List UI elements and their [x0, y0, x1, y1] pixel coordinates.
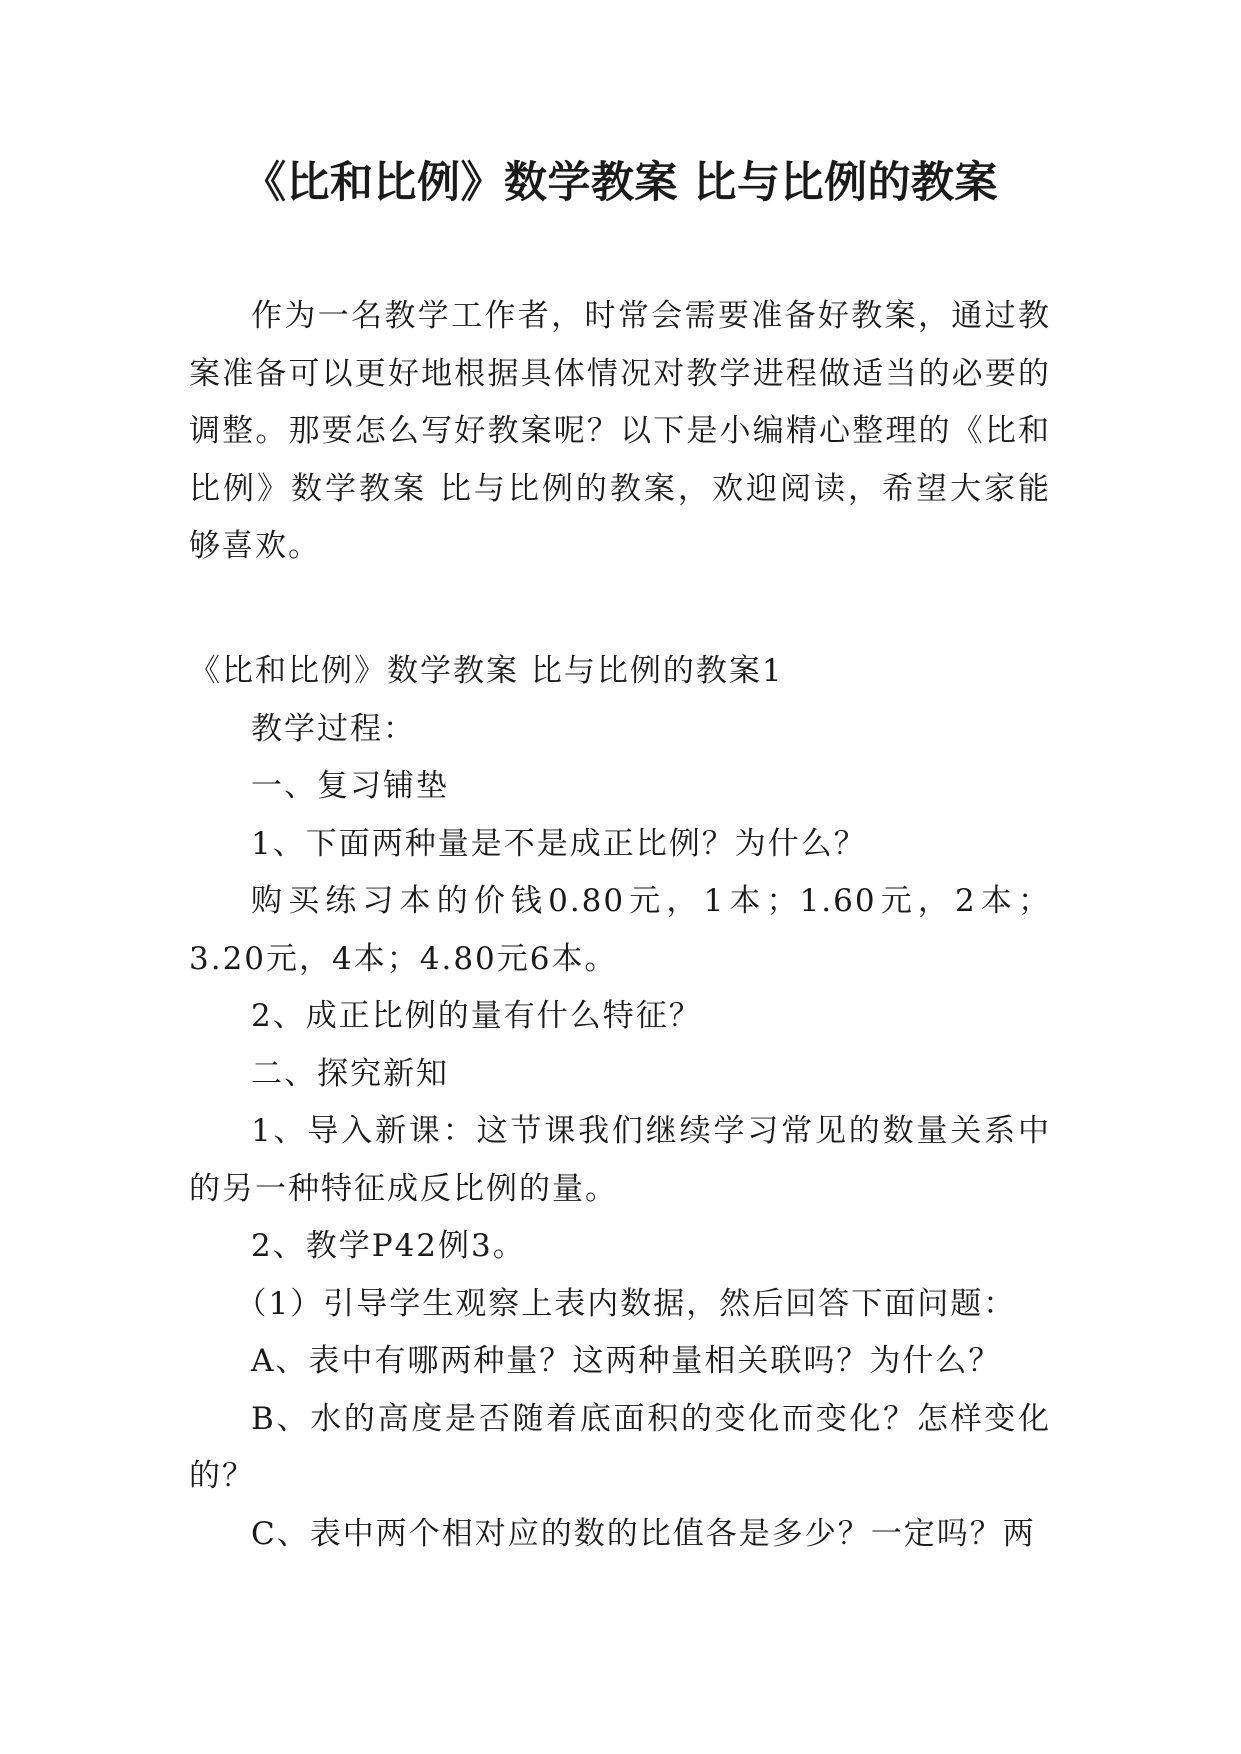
paragraph: 2、教学P42例3。: [251, 1228, 526, 1264]
intro-block: [189, 288, 1051, 576]
document-title: 《比和比例》数学教案 比与比例的教案: [243, 158, 998, 208]
paragraph: 二、探究新知: [251, 1055, 449, 1092]
paragraph: （1）引导学生观察上表内数据，然后回答下面问题：: [235, 1285, 1017, 1322]
paragraph: 教学过程：: [251, 710, 416, 747]
paragraph: 1、下面两种量是不是成正比例？为什么？: [251, 825, 867, 862]
paragraph: 一、复习铺垫: [251, 768, 449, 804]
section-heading: 《比和比例》数学教案 比与比例的教案1: [189, 653, 784, 689]
paragraph: B、水的高度是否随着底面积的变化而变化？怎样变化的？: [189, 1400, 1051, 1494]
paragraph: 1、导入新课：这节课我们继续学习常见的数量关系中的另一种特征成反比例的量。: [189, 1113, 1051, 1207]
paragraph: 购买练习本的价钱0.80元，1本；1.60元，2本；3.20元，4本；4.80元6本。: [189, 883, 1051, 977]
lesson-section: [189, 643, 1051, 1563]
paragraph: A、表中有哪两种量？这两种量相关联吗？为什么？: [251, 1343, 1002, 1379]
paragraph: C、表中两个相对应的数的比值各是多少？一定吗？两: [251, 1515, 1036, 1552]
intro-paragraph: 作为一名教学工作者，时常会需要准备好教案，通过教案准备可以更好地根据具体情况对教学进程做适当的必要的调整。那要怎么写好教案呢？以下是小编精心整理的《比和比例》数学教案 比与比例的教案，欢迎阅读，希望大家能够喜欢。: [189, 298, 1051, 564]
paragraph: 2、成正比例的量有什么特征？: [251, 998, 702, 1034]
